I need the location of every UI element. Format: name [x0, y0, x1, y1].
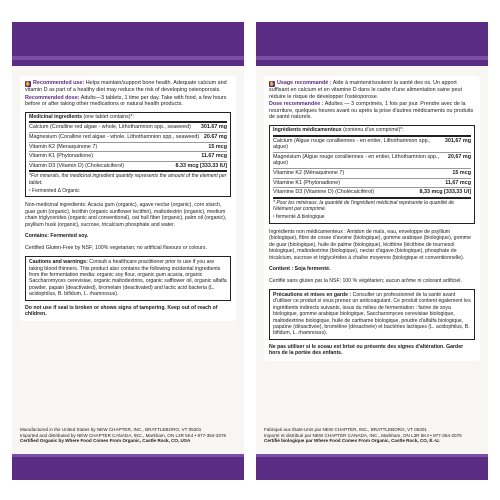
table-row: Vitamin K1 (Phytonadione) 11.67 mcg — [29, 152, 227, 162]
hands-icon: ✋ — [269, 81, 275, 86]
bottom-color-band — [12, 454, 244, 480]
usage-text: Helps maintain/support bone health. Adequate calcium and vitamin D as part of a healthy diet may reduce the risk of developing osteoporosis. — [25, 80, 227, 93]
facts-footnote: * Pour les minéraux, la quantité de l'ingrédient médicinal représente la quantité de l'élément par comprimé. — [273, 199, 455, 213]
facts-footnote: *For minerals, the medicinal ingredient quantity represents the amount of the element per tablet. — [29, 173, 227, 186]
dose-label: Dose recommandée : — [269, 101, 324, 108]
hands-icon: ✋ — [25, 81, 31, 86]
warnings-text: Consult a healthcare practitioner prior to use if you are taking blood thinners. This product also contains the following incidental ingredients from the fermentation media: organic soy flour, organic gum acacia, organic Saccharomyces cerevisiae, organic maltodextrins, organic safflower oil, organic alfalfa powder, papain (deactivated), bromelain (deactivated) and lactic acid bacteria (L. acidophilus, B. bifidum, L. rhamnosus). — [29, 259, 227, 298]
medicinal-ingredients-table: Medicinal ingredients (one tablet contains)*: Calcium (Coralline red algae - whole, Lithothamnion spp., seaweed) 301.67 mg Magnesium (Coralline red algae - whole, Lithothamnion spp., seaweed) 20.67 mg Vitamin K2 (Menaquinone 7) 15 mcg Vitamin K1 (Phytonadione) 11.67 mcg Vitamin D3 (Vitamin D) (Cholecalciferol) 8.33 mcg [333.33 IU] *For minerals, the medicinal ingredient quantity represents the amount of the element per tablet. ¹ Fermented Δ Organic — [25, 112, 231, 197]
table-row: Vitamine K2 (Ménaquinone 7) 15 mcg — [273, 169, 471, 179]
warnings-box — [269, 289, 475, 340]
top-color-band — [256, 22, 488, 66]
table-row: Vitamin K2 (Menaquinone 7) 15 mcg — [29, 143, 227, 153]
warnings-text: Consulter un professionnel de la santé avant d'utiliser ce produit si vous prenez un anticoagulant. Ce produit contient également les ingrédients indirects suivants, issus du milieu de fermentation : farine de soya biologique, gomme arabique biologique, Saccharomyces cerevisiae biologique, maltodextrine biologique, huile de carthame biologique, poudre d'alfalfa biologique, papaïne (désactivée), broméline (désactivée) et bactéries lactiques (L. acidophilus, B. bifidum, L. rhamnosus). — [273, 292, 471, 337]
warnings-label: Cautions and warnings: — [29, 259, 88, 266]
table-row: Vitamin D3 (Vitamin D) (Cholecalciferol) 8.33 mcg [333.33 IU] — [29, 162, 227, 173]
tamper-warning: Do not use if seal is broken or shows signs of tampering. Keep out of reach of children. — [25, 304, 218, 317]
dose-text: Adultes — 3 comprimés, 1 fois par jour. Prendre avec de la nourriture, quelques heures avant ou après la prise d'autres médicaments ou produits de santé naturels. — [269, 101, 474, 121]
dose-text: Adults—3 tablets, 1 time per day. Take with food, a few hours before or after taking other medications or natural health products. — [25, 94, 227, 108]
bottom-color-band — [256, 454, 488, 480]
tamper-warning: Ne pas utiliser si le sceau est brisé ou présente des signes d'altération. Garder hors de la portée des enfants. — [269, 343, 464, 357]
certification-statement: Certifié sans gluten par la NSF; 100 % végétarien; aucun arôme ni colorant artificiel. — [269, 277, 462, 284]
table-row: Calcium (Algue rouge coralliennes - en entier, Lithothamnion spp., algue) 301,67 mg — [273, 137, 471, 153]
usage-section — [25, 80, 231, 108]
usage-text: Aide à maintenir/soutenir la santé des os. Un apport suffisant en calcium et en vitamine D dans le cadre d'une alimentation saine peut réduire le risque de développer l'ostéoporose. — [269, 80, 463, 100]
non-medicinal-ingredients: Non-medicinal ingredients: Acacia gum (organic), agave nectar (organic), corn starch, guar gum (organic), lecithin (organic sunflower lecithin), maltodextrin (organic), medium chain triglycerides (organic and conventional), oat hull fiber (organic), palm oil (organic), psyllium husk (organic), sucrose, tricalcium phosphate and water. — [25, 202, 227, 228]
info-card — [20, 76, 236, 321]
table-row: Vitamine K1 (Phytonadione) 11,67 mcg — [273, 179, 471, 189]
label-panel-english — [12, 22, 244, 480]
contains-statement: Contains: Fermented soy. — [25, 233, 89, 240]
warnings-label: Précautions et mises en garde : — [273, 292, 352, 298]
facts-legend: ¹ Fermented Δ Organic — [29, 187, 80, 194]
table-row: Magnésium (Algue rouge coralliennes - en entier, Lithothamnion spp., algue) 20,67 mg — [273, 153, 471, 169]
contains-statement: Contient : Soja fermenté. — [269, 266, 331, 272]
label-panel-french — [256, 22, 488, 480]
table-row: Vitamine D3 (Vitamine D) (Cholécalciférol) 8,33 mcg [333,33 UI] — [273, 188, 471, 199]
usage-section — [269, 80, 475, 121]
warnings-box — [25, 256, 231, 300]
facts-legend: ¹ fermenté Δ biologique — [273, 213, 325, 220]
table-row: Calcium (Coralline red algae - whole, Lithothamnion spp., seaweed) 301.67 mg — [29, 123, 227, 133]
medicinal-ingredients-table: Ingrédients médicamenteux (contenu d'un comprimé)*: Calcium (Algue rouge coralliennes - en entier, Lithothamnion spp., algue) 301,67 mg Magnésium (Algue rouge coralliennes - en entier, Lithothamnion spp., algue) 20,67 mg Vitamine K2 (Ménaquinone 7) 15 mcg Vitamine K1 (Phytonadione) 11,67 mcg Vitamine D3 (Vitamine D) (Cholécalciférol) 8,33 mcg [333,33 UI] * Pour les minéraux, la quantité de l'ingrédient médicinal représente la quantité de l'élément par comprimé. ¹ fermenté Δ biologique — [269, 125, 475, 224]
certification-statement: Certified Gluten-Free by NSF; 100% vegetarian; no artificial flavours or colours. — [25, 244, 207, 251]
top-color-band — [12, 22, 244, 66]
facts-header: Medicinal ingredients — [29, 113, 83, 120]
info-card — [264, 76, 480, 361]
usage-label: Usage recommandé : — [277, 80, 332, 86]
table-row: Magnesium (Coralline red algae - whole, Lithothamnion spp., seaweed) 20.67 mg — [29, 133, 227, 143]
usage-label: Recommended use: — [33, 80, 85, 86]
manufacturer-info: Fabriqué aux États-Unis par NEW CHAPTER, INC., BRATTLEBORO, VT 05301 Importé et distribué par NEW CHAPTER CANADA, INC., Markham, ON L3R 5K4 • 877-354-2076 Certifié biologique par Where Food Comes From Organic, Castle Rock, CO, É.-U. — [264, 427, 462, 444]
non-medicinal-ingredients: Ingrédients non médicamenteux : Amidon de maïs, eau, enveloppe de psyllium (biologique), fibre de cosse d'avoine (biologique), gomme arabique (biologique), gomme de guar (biologique), huile de palme (biologique), lécithine (lécithine de tournesol biologique), maltodextrine (biologique), nectar d'agave (biologique), phosphate de tricalcium, sucrose et triglycérides à chaîne moyenne (biologique et conventionnelle). — [269, 228, 471, 261]
dose-label: Recommended dose: — [25, 94, 80, 101]
manufacturer-info: Manufactured in the United States by NEW CHAPTER, INC., BRATTLEBORO, VT 05301 Imported and distributed by NEW CHAPTER CANADA, INC., Markham, ON L3R 5K4 • 877-354-2076 Certified Organic by Where Food Comes From Organic, Castle Rock, CO, USA — [20, 427, 227, 444]
facts-header: Ingrédients médicamenteux — [273, 126, 342, 133]
